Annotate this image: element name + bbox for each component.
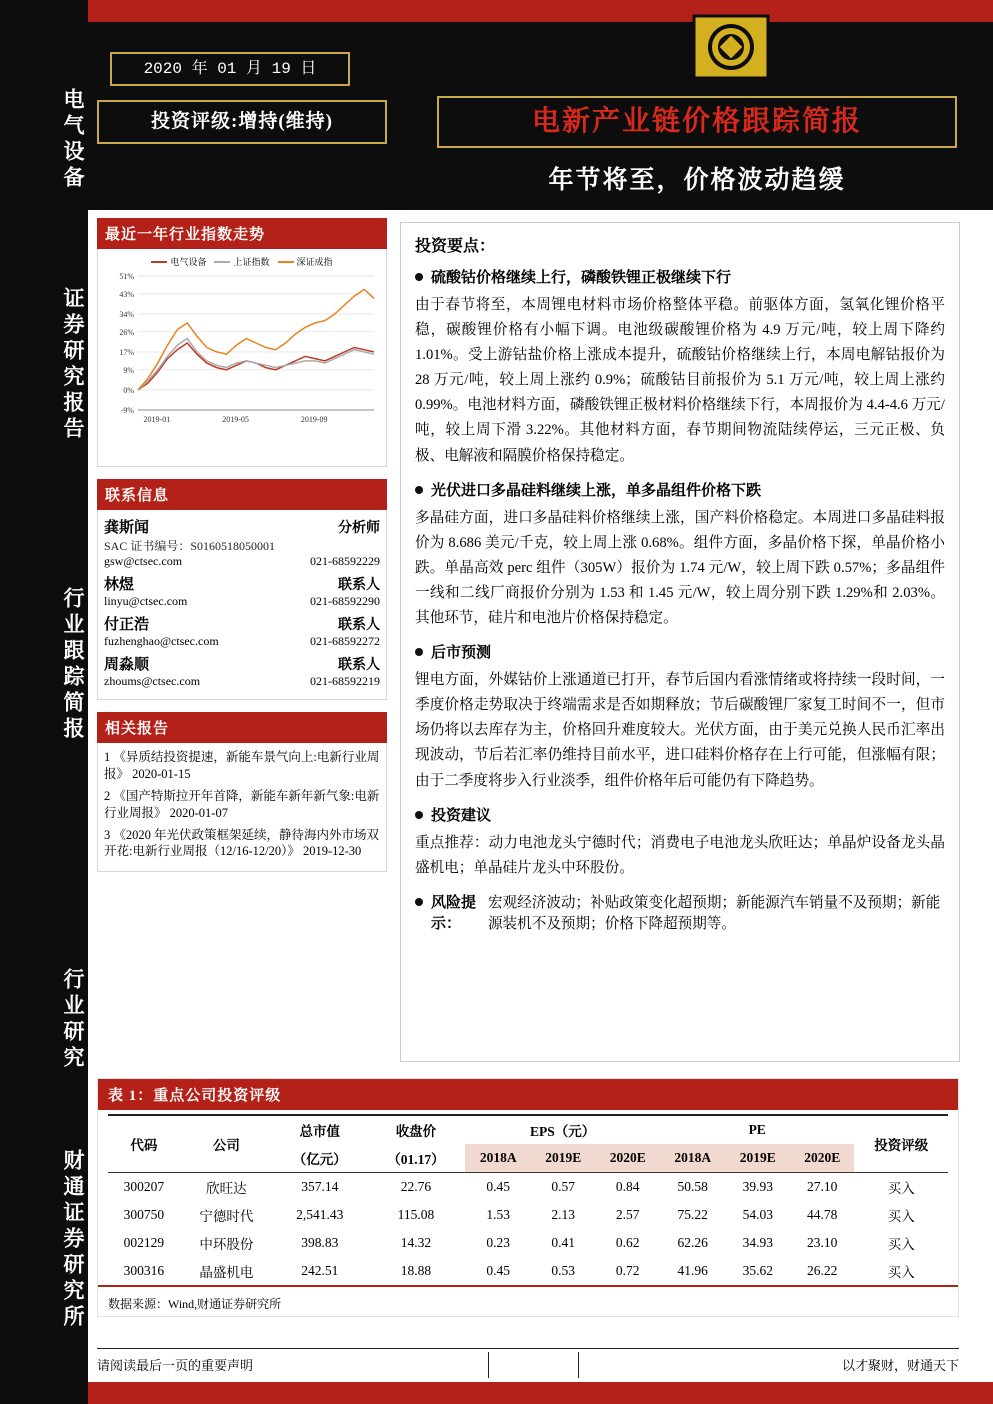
chart-legend-item: [214, 255, 269, 268]
left-column: [97, 218, 387, 872]
contact-name: 龚斯闻: [104, 520, 150, 536]
cell-pe-2020e: 23.10: [807, 1235, 838, 1250]
contact-entry: [104, 653, 380, 689]
contact-role: 联系人: [338, 658, 380, 673]
contact-phone: 021-68592290: [310, 594, 380, 608]
page-footer: [97, 1348, 959, 1374]
th-eps-group: EPS（元）: [465, 1115, 660, 1144]
cell-pe-2018a: 75.22: [677, 1207, 708, 1222]
th-company: 公司: [180, 1115, 273, 1173]
related-reports-heading: 相关报告: [97, 712, 387, 743]
related-report-item[interactable]: 2 《国产特斯拉开年首降，新能车新年新气象:电新行业周报》 2020-01-07: [104, 788, 380, 820]
section-heading-text: 投资建议: [431, 807, 492, 824]
table-caption: 表 1：重点公司投资评级: [98, 1079, 958, 1110]
bullet-icon: [415, 898, 423, 906]
section-heading-text: 风险提示：: [431, 894, 477, 932]
contacts-list: [97, 510, 387, 700]
bullet-icon: [415, 648, 423, 656]
contact-role: 联系人: [338, 618, 380, 633]
bottom-red-band: [88, 1382, 993, 1404]
th-eps-2019e: 2019E: [531, 1144, 595, 1173]
cell-rating: 买入: [887, 1209, 915, 1224]
chart-legend: [104, 255, 380, 268]
contact-email[interactable]: gsw@ctsec.com: [104, 554, 183, 568]
legend-label: 电气设备: [170, 257, 207, 267]
cell-company: 中环股份: [199, 1237, 254, 1252]
cell-eps-2020e: 0.72: [615, 1263, 640, 1278]
cell-pe-2019e: 35.62: [742, 1263, 773, 1278]
cell-rating: 买入: [887, 1181, 915, 1196]
section-heading-text: 硫酸钴价格继续上行，磷酸铁锂正极继续下行: [431, 270, 732, 286]
cell-pe-2020e: 26.22: [807, 1263, 838, 1278]
cell-eps-2018a: 0.23: [486, 1235, 510, 1250]
related-report-item[interactable]: 1 《异质结投资提速，新能车景气向上:电新行业周报》 2020-01-15: [104, 750, 380, 781]
svg-text:51%: 51%: [119, 272, 134, 281]
cell-close-price: 18.88: [400, 1263, 432, 1278]
cell-pe-2019e: 54.03: [742, 1207, 773, 1222]
th-price-date: （01.17）: [387, 1152, 445, 1167]
th-pe-group: PE: [660, 1115, 855, 1144]
contact-role: 分析师: [338, 521, 380, 536]
cell-pe-2018a: 41.96: [677, 1263, 708, 1278]
th-pe-2020e: 2020E: [790, 1144, 854, 1173]
cell-code: 300316: [123, 1263, 165, 1278]
chart-legend-item: [278, 255, 333, 268]
page-subtitle: 年节将至，价格波动趋缓: [548, 167, 846, 194]
cell-market-cap: 2,541.43: [296, 1207, 344, 1222]
left-sidebar-spine: [0, 0, 88, 1404]
spine-label-industry-research: 行业研究: [61, 968, 85, 1072]
section-heading-text: 光伏进口多晶硅料继续上涨，单多晶组件价格下跌: [431, 482, 762, 499]
cell-pe-2018a: 50.58: [677, 1179, 708, 1194]
bullet-icon: [415, 811, 423, 819]
footer-right-text: 以才聚财，财通天下: [841, 1358, 959, 1373]
section-heading: [415, 804, 945, 825]
cell-rating: 买入: [887, 1237, 915, 1252]
contact-email[interactable]: fuzhenghao@ctsec.com: [104, 634, 219, 648]
investment-rating-badge: 投资评级:增持(维持): [97, 100, 387, 144]
cell-eps-2020e: 2.57: [615, 1207, 640, 1222]
cell-pe-2019e: 39.93: [742, 1179, 773, 1194]
spine-label-industry-brief: 行业跟踪简报: [61, 587, 85, 743]
chart-panel-heading: 最近一年行业指数走势: [97, 218, 387, 249]
contact-entry: [104, 516, 380, 569]
section-heading-text: 后市预测: [431, 645, 492, 662]
main-content: [400, 222, 960, 1062]
contact-contact-row: [104, 594, 380, 609]
contacts-panel: [97, 479, 387, 700]
section-paragraph: 多晶硅方面，进口多晶硅料价格继续上涨，国产料价格稳定。本周进口多晶硅料报价为 8.686 美元/千克，较上周上涨 0.68%。组件方面，多晶价格下探，单晶价格小跌。单晶高效 perc 组件（305W）报价为 1.74 元/W，较上周下跌 0.57%；多晶组件一线和二线厂商报价分别为 1.53 和 1.45 元/W，较上周分别下跌 1.29%和 2.03%。其他环节，硅片和电池片价格保持稳定。: [415, 509, 945, 627]
legend-swatch: [214, 261, 230, 263]
bullet-icon: [415, 273, 423, 281]
svg-text:43%: 43%: [119, 289, 134, 299]
section-heading: [415, 641, 945, 662]
chart-panel: [97, 218, 387, 467]
contact-name: 周淼顺: [104, 657, 150, 673]
th-close-price: 收盘价: [367, 1115, 466, 1144]
contact-email[interactable]: linyu@ctsec.com: [104, 594, 188, 608]
contact-name: 林煜: [104, 577, 135, 593]
cell-company: 欣旺达: [206, 1181, 247, 1196]
footer-divider-2: [578, 1352, 579, 1378]
spine-label-research-report: 证券研究报告: [61, 287, 85, 443]
svg-text:0%: 0%: [123, 385, 134, 395]
cell-code: 002129: [123, 1235, 165, 1250]
cell-market-cap: 357.14: [301, 1179, 339, 1194]
contact-phone: 021-68592272: [310, 634, 380, 648]
legend-label: 上证指数: [233, 257, 270, 267]
cell-code: 300207: [123, 1179, 165, 1194]
table-row: [108, 1229, 948, 1257]
cell-eps-2019e: 0.41: [551, 1235, 576, 1250]
svg-text:17%: 17%: [119, 347, 134, 357]
th-eps-2018a: 2018A: [465, 1144, 531, 1173]
th-cap-unit: （亿元）: [292, 1152, 347, 1167]
spine-label-industry: 电气设备: [61, 88, 85, 192]
section-paragraph: 锂电方面，外媒钴价上涨通道已打开，春节后国内看涨情绪或将持续一段时间，一季度价格走势取决于终端需求是否如期释放；节后碳酸锂厂家复工时间不一，但市场仍将以去库存为主，价格回升难度较大。光伏方面，由于美元兑换人民币汇率出现波动，节后若汇率仍维持目前水平，进口硅料价格存在上行可能，但涨幅有限；由于二季度将步入行业淡季，组件价格年后可能仍有下降趋势。: [415, 672, 945, 789]
cell-eps-2019e: 0.57: [551, 1179, 576, 1194]
section-paragraph: 由于春节将至，本周锂电材料市场价格整体平稳。前驱体方面，氢氧化锂价格平稳，碳酸锂价格有小幅下调。电池级碳酸锂价格为 4.9 万元/吨，较上周下降约 1.01%。受上游钴盐价格上涨成本提升，硫酸钴价格继续上行，本周电解钴报价为 28 万元/吨，较上周上涨约 0.9%；硫酸钴目前报价为 5.1 万元/吨，较上周上涨约 0.99%。电池材料方面，磷酸铁锂正极材料价格继续下行，本周报价为 4.4-4.6 万元/吨，较上周下滑 3.22%。其他材料方面，春节期间物流陆续停运，三元正极、负极、电解液和隔膜价格保持稳定。: [415, 297, 945, 464]
key-companies-table-panel: [97, 1078, 959, 1317]
table-row: [108, 1257, 948, 1285]
contact-sac-number: SAC 证书编号：S0160518050001: [104, 539, 276, 553]
chart-legend-item: [151, 255, 206, 268]
report-date: 2020 年 01 月 19 日: [110, 52, 350, 86]
spine-label-institute: 财通证券研究所: [61, 1149, 85, 1331]
contact-name-row: [104, 653, 380, 674]
table-body: [108, 1173, 948, 1286]
th-market-cap: 总市值: [273, 1115, 366, 1144]
contact-name: 付正浩: [104, 617, 150, 633]
page-title: 电新产业链价格跟踪简报: [437, 96, 957, 148]
th-rating: 投资评级: [854, 1115, 948, 1173]
cell-pe-2020e: 44.78: [807, 1207, 838, 1222]
contact-name-row: [104, 516, 380, 537]
table-header-row-1: [108, 1115, 948, 1144]
section-heading: [415, 266, 945, 287]
table-source-note: 数据来源：Wind,财通证券研究所: [98, 1285, 958, 1316]
cell-close-price: 22.76: [400, 1179, 432, 1194]
contact-name-row: [104, 613, 380, 634]
th-pe-2018a: 2018A: [660, 1144, 726, 1173]
svg-text:-9%: -9%: [120, 406, 134, 415]
table-row: [108, 1201, 948, 1229]
svg-text:34%: 34%: [119, 309, 134, 319]
cell-pe-2018a: 62.26: [677, 1235, 708, 1250]
svg-text:9%: 9%: [123, 365, 134, 375]
related-reports-panel: [97, 712, 387, 872]
contact-email[interactable]: zhoums@ctsec.com: [104, 674, 201, 688]
svg-text:2019-05: 2019-05: [222, 415, 249, 424]
cell-eps-2018a: 1.53: [486, 1207, 510, 1222]
th-code: 代码: [108, 1115, 180, 1173]
content-sections: [415, 266, 945, 933]
cell-eps-2020e: 0.62: [615, 1235, 640, 1250]
cell-company: 晶盛机电: [199, 1265, 254, 1280]
key-companies-table: [108, 1114, 948, 1285]
legend-swatch: [278, 261, 294, 263]
footer-divider-1: [488, 1352, 489, 1378]
company-logo-icon: [690, 14, 772, 82]
cell-pe-2020e: 27.10: [807, 1179, 838, 1194]
contact-phone: 021-68592219: [310, 674, 380, 688]
th-pe-2019e: 2019E: [726, 1144, 790, 1173]
cell-eps-2018a: 0.45: [486, 1179, 510, 1194]
section-inline-text: 宏观经济波动；补贴政策变化超预期；新能源汽车销量不及预期；新能源装机不及预期；价格下降超预期等。: [487, 894, 941, 932]
cell-eps-2020e: 0.84: [615, 1179, 640, 1194]
contact-phone: 021-68592229: [310, 554, 380, 568]
contact-contact-row: [104, 554, 380, 569]
bullet-icon: [415, 486, 423, 494]
cell-pe-2019e: 34.93: [742, 1235, 773, 1250]
contact-entry: [104, 573, 380, 609]
svg-text:26%: 26%: [119, 327, 134, 337]
cell-code: 300750: [123, 1207, 165, 1222]
investment-points-title: 投资要点：: [415, 238, 496, 255]
section-heading: [415, 479, 945, 500]
section-heading: [415, 891, 945, 933]
top-red-band: [88, 0, 993, 22]
index-trend-chart: [104, 270, 380, 460]
th-eps-2020e: 2020E: [595, 1144, 659, 1173]
cell-market-cap: 398.83: [301, 1235, 339, 1250]
cell-rating: 买入: [887, 1265, 915, 1280]
cell-eps-2019e: 2.13: [551, 1207, 576, 1222]
cell-eps-2019e: 0.53: [551, 1263, 576, 1278]
contact-contact-row: [104, 634, 380, 649]
legend-swatch: [151, 261, 167, 263]
related-report-item[interactable]: 3 《2020 年光伏政策框架延续，静待海内外市场双开花:电新行业周报（12/16-12/20）》 2019-12-30: [104, 827, 380, 859]
related-reports-list: [97, 743, 387, 872]
contact-name-row: [104, 573, 380, 594]
table-row: [108, 1173, 948, 1202]
svg-text:2019-01: 2019-01: [143, 415, 171, 424]
footer-left-text: 请阅读最后一页的重要声明: [97, 1358, 254, 1373]
svg-text:2019-09: 2019-09: [300, 415, 328, 424]
contact-contact-row: [104, 674, 380, 689]
cell-market-cap: 242.51: [301, 1263, 339, 1278]
cell-company: 宁德时代: [199, 1209, 254, 1224]
contact-role: 联系人: [338, 578, 380, 593]
section-paragraph: 重点推荐：动力电池龙头宁德时代；消费电子电池龙头欣旺达；单晶炉设备龙头晶盛机电；单晶硅片龙头中环股份。: [415, 834, 945, 876]
legend-label: 深证成指: [296, 257, 333, 267]
contact-entry: [104, 613, 380, 649]
cell-close-price: 115.08: [397, 1207, 435, 1222]
contacts-heading: 联系信息: [97, 479, 387, 510]
cell-close-price: 14.32: [400, 1235, 432, 1250]
cell-eps-2018a: 0.45: [486, 1263, 510, 1278]
